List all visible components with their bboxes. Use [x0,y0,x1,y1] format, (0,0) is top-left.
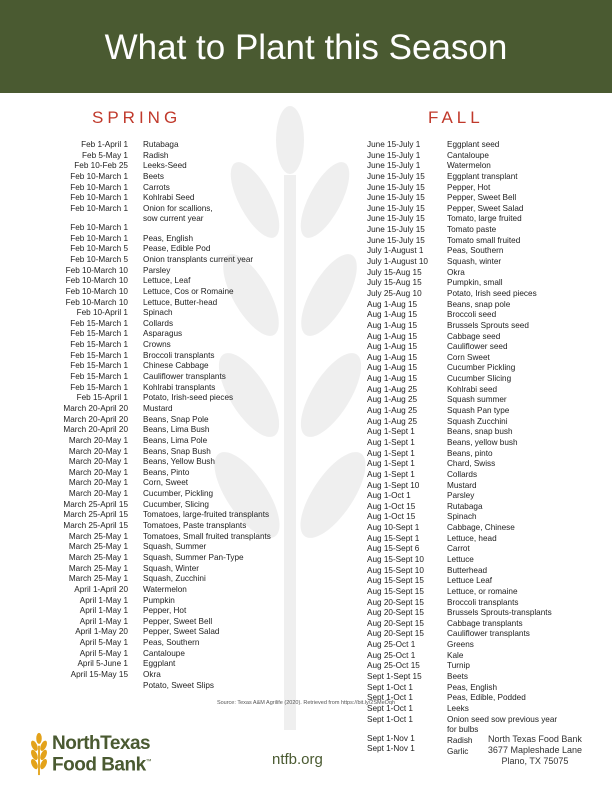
list-item: March 20-May 1 [68,435,128,445]
list-item: Sept 1-Nov 1 [367,733,415,743]
list-item: Beets [143,171,164,181]
list-item: Parsley [143,265,171,275]
list-item: April 5-May 1 [79,648,128,658]
list-item: Aug 1-Aug 15 [367,310,418,320]
list-item: Peas, Edible, Podded [447,693,526,703]
list-item: Radish [143,150,169,160]
list-item: Feb 10-March 1 [70,203,128,213]
list-item: June 15-July 15 [367,214,425,224]
list-item: Lettuce, or romaine [447,586,518,596]
list-item: Eggplant seed [447,140,500,149]
list-item: June 15-July 15 [367,203,425,213]
list-item: Lettuce, Butter-head [143,297,218,307]
list-item: Cantaloupe [447,150,489,160]
list-item: Aug 15-Sept 15 [367,586,424,596]
list-item: Kale [447,650,464,660]
list-item: Aug 25-Oct 15 [367,661,420,671]
list-item: Parsley [447,491,475,501]
list-item: July 25-Aug 10 [367,288,422,298]
list-item: Feb 5-May 1 [82,150,128,160]
list-item: Feb 10-March 10 [65,265,128,275]
logo-line-1: NorthTexas [52,733,151,754]
list-item: Aug 20-Sept 15 [367,629,424,639]
list-item: Beans, Lima Pole [143,435,208,445]
list-item: March 20-May 1 [68,446,128,456]
list-item: Tomato small fruited [447,235,521,245]
list-item: Peas, Southern [143,638,200,648]
list-item: Asparagus [143,329,183,339]
list-item: Collards [143,318,174,328]
list-item: April 1-May 1 [79,595,128,605]
list-item: Tomato paste [447,225,497,235]
website-link[interactable]: ntfb.org [272,751,323,768]
logo-wordmark [52,735,151,774]
list-item: Onion transplants current year [143,255,254,264]
list-item: Aug 1-Sept 1 [367,469,415,479]
list-item: Potato, Irish seed pieces [447,288,537,298]
list-item: Onion for scallions, [143,203,213,213]
list-item: Squash, Zucchini [143,574,206,584]
fall-dates-column [367,140,428,755]
list-item: Aug 1-Aug 15 [367,363,418,373]
list-item: Aug 10-Sept 1 [367,523,420,533]
list-item: Kohlrabi seed [447,384,498,394]
list-item [20,214,128,223]
list-item: Tomatoes, Small fruited transplants [143,531,271,541]
list-item: Cantaloupe [143,648,185,658]
list-item: Greens [447,640,474,650]
list-item: Squash, Summer [143,542,207,552]
fall-crops-column [447,140,557,757]
list-item: Kohlrabi transplants [143,382,216,392]
list-item: Beans, yellow bush [447,437,518,447]
list-item: Feb 15-April 1 [76,393,128,403]
list-item: Aug 1-Aug 15 [367,331,418,341]
list-item: Lettuce, Cos or Romaine [143,286,234,296]
list-item: June 15-July 1 [367,150,421,160]
list-item: Feb 15-March 1 [70,372,128,382]
list-item: Feb 10-March 10 [65,276,128,286]
list-item: Aug 1-Aug 15 [367,374,418,384]
list-item: Aug 15-Sept 15 [367,576,424,586]
list-item: Collards [447,469,478,479]
list-item: Squash, Winter [143,563,199,573]
list-item: Chard, Swiss [447,459,496,469]
list-item: Feb 15-March 1 [70,382,128,392]
list-item: July 15-Aug 15 [367,267,422,277]
list-item: Cabbage seed [447,331,501,341]
list-item: Aug 1-Oct 1 [367,491,411,501]
list-item: Feb 15-March 1 [70,329,128,339]
list-item: Aug 1-Sept 1 [367,459,415,469]
fall-heading: FALL [428,108,484,127]
list-item: Feb 10-March 10 [65,297,128,307]
list-item: Butterhead [447,565,488,575]
title-banner [0,0,612,93]
list-item: Aug 15-Sept 10 [367,554,424,564]
list-spacer [143,225,271,234]
list-item: Aug 1-Aug 25 [367,395,418,405]
list-item: Mustard [143,403,173,413]
list-item: Aug 1-Sept 1 [367,427,415,437]
list-item: Cauliflower seed [447,342,508,352]
list-item: Cucumber Slicing [447,374,512,384]
address-block [488,734,582,767]
list-item: June 15-July 15 [367,171,425,181]
list-item: Feb 15-March 1 [70,318,128,328]
list-item: Cucumber, Pickling [143,489,214,499]
list-item: Tomatoes, Paste transplants [143,521,247,531]
page-title: What to Plant this Season [104,28,508,67]
list-item: Crowns [143,340,171,350]
list-item: Aug 25-Oct 1 [367,650,416,660]
list-item: Feb 10-March 1 [70,223,128,233]
list-item: Squash Pan type [447,406,510,416]
list-item: Beans, Lima Bush [143,425,210,435]
list-item: Feb 10-March 1 [70,182,128,192]
list-item: April 1-April 20 [74,584,128,594]
list-item: Sept 1-Oct 1 [367,714,413,724]
list-item: Sept 1-Nov 1 [367,744,415,754]
list-item: Aug 15-Sept 6 [367,544,420,554]
list-item: Feb 10-April 1 [76,308,128,318]
list-item: Onion seed sow previous year [447,714,558,724]
wheat-logo-icon [28,732,50,776]
list-item: Aug 15-Sept 10 [367,565,424,575]
list-item: Beans, Yellow Bush [143,457,215,467]
list-item: Feb 1-April 1 [81,140,128,149]
list-item: Aug 1-Aug 25 [367,406,418,416]
list-item: Squash, winter [447,257,502,267]
list-item: Aug 1-Sept 1 [367,448,415,458]
list-item: Aug 1-Aug 25 [367,384,418,394]
list-item: Radish [447,735,473,745]
list-item: July 15-Aug 15 [367,278,422,288]
list-item: for bulbs [447,725,479,735]
list-item: Carrots [143,182,170,192]
org-name: North Texas Food Bank [488,734,582,744]
list-item: Aug 1-Aug 15 [367,320,418,330]
list-item: Eggplant [143,659,176,669]
list-item: Feb 15-March 1 [70,350,128,360]
list-item: Cauliflower transplants [143,372,226,382]
list-item: Potato, Sweet Slips [143,680,214,690]
list-item: Potato, Irish-seed pieces [143,393,234,403]
list-item: Feb 10-March 5 [70,244,128,254]
list-item: Sept 1-Oct 1 [367,682,413,692]
list-item: March 20-May 1 [68,478,128,488]
list-item: Pepper, Sweet Salad [447,203,524,213]
city-address: Plano, TX 75075 [501,756,569,766]
list-item: Feb 10-March 1 [70,171,128,181]
list-item: June 15-July 15 [367,235,425,245]
list-item: Kohlrabi Seed [143,193,195,203]
list-item: Aug 15-Sept 1 [367,533,420,543]
list-item: Beans, Pinto [143,467,190,477]
list-item: Feb 10-March 1 [70,233,128,243]
list-item: April 1-May 1 [79,616,128,626]
list-item: Aug 1-Oct 15 [367,512,416,522]
list-item: Okra [143,669,161,679]
list-item: Cauliflower transplants [447,629,530,639]
list-item: March 25-May 1 [68,563,128,573]
spring-crops-column [143,140,271,691]
list-item: Aug 25-Oct 1 [367,640,416,650]
list-item: Feb 10-March 5 [70,255,128,264]
list-item: Beans, snap pole [447,299,511,309]
list-item: Broccoli transplants [447,597,519,607]
list-item: Lettuce Leaf [447,576,493,586]
list-item: April 1-May 20 [75,627,128,637]
logo-line-2: Food Bank™ [52,754,152,776]
list-item: Tomato, large fruited [447,214,522,224]
list-item: Sept 1-Oct 1 [367,703,413,713]
list-item: Aug 20-Sept 15 [367,618,424,628]
list-item: Sept 1-Oct 1 [367,693,413,703]
list-item: Squash Zucchini [447,416,508,426]
list-item: Pepper, Sweet Bell [143,616,213,626]
list-item: June 15-July 1 [367,161,421,171]
list-item: Watermelon [447,161,491,171]
list-item: Carrot [447,544,470,554]
list-item: Lettuce, Leaf [143,276,191,286]
list-item: Spinach [143,308,173,318]
list-item: Lettuce [447,554,474,564]
list-item: Rutabaga [447,501,483,511]
list-item: June 15-July 1 [367,140,421,149]
list-item: June 15-July 15 [367,225,425,235]
list-item: Aug 1-Aug 15 [367,342,418,352]
list-item: Aug 20-Sept 15 [367,597,424,607]
list-item: March 25-May 1 [68,542,128,552]
list-item: Pepper, Sweet Salad [143,627,220,637]
list-item: March 20-April 20 [63,414,128,424]
list-item: Aug 1-Aug 15 [367,299,418,309]
list-item: Squash summer [447,395,507,405]
list-item: Cucumber, Slicing [143,499,209,509]
list-item: Pepper, Hot [447,182,491,192]
list-item: Leeks [447,703,469,713]
list-item: March 25-April 15 [63,499,128,509]
list-item: March 20-April 20 [63,403,128,413]
list-item: Brussels Sprouts-transplants [447,608,552,618]
list-item: April 5-May 1 [79,638,128,648]
list-item: Feb 10-Feb 25 [74,161,128,171]
street-address: 3677 Mapleshade Lane [487,745,582,755]
list-item: March 20-May 1 [68,467,128,477]
list-item: Cabbage transplants [447,618,523,628]
list-item: Garlic [447,746,469,756]
list-item: Feb 15-March 1 [70,361,128,371]
list-item: April 1-May 1 [79,606,128,616]
spring-heading: SPRING [92,108,182,127]
list-item: Pepper, Sweet Bell [447,193,517,203]
list-item: March 25-May 1 [68,574,128,584]
list-item: March 25-May 1 [68,531,128,541]
list-item: Leeks-Seed [143,161,187,171]
list-item: Pease, Edible Pod [143,244,211,254]
list-item: Corn, Sweet [143,478,189,488]
list-item: Feb 10-March 1 [70,193,128,203]
list-item: Brussels Sprouts seed [447,320,529,330]
list-item: Aug 1-Sept 1 [367,437,415,447]
list-item: sow current year [143,214,204,224]
list-item: April 5-June 1 [77,659,128,669]
list-item: Beans, pinto [447,448,493,458]
list-item: Sept 1-Sept 15 [367,672,422,682]
list-item: Feb 15-March 1 [70,340,128,350]
list-item: Pumpkin, small [447,278,503,288]
list-item: Okra [447,267,465,277]
list-item: March 20-May 1 [68,457,128,467]
list-item: Broccoli seed [447,310,497,320]
list-item: March 20-May 1 [68,489,128,499]
list-item: Lettuce, head [447,533,497,543]
list-item: Cabbage, Chinese [447,523,515,533]
list-item: July 1-August 1 [367,246,424,256]
spring-dates-column [20,140,128,681]
list-item: Tomatoes, large-fruited transplants [143,510,270,520]
list-item: Beans, snap bush [447,427,513,437]
list-item: Corn Sweet [447,352,490,362]
list-item: Beets [447,672,468,682]
list-item: Broccoli transplants [143,350,215,360]
list-item: March 25-May 1 [68,552,128,562]
list-item: Chinese Cabbage [143,361,209,371]
list-item: Eggplant transplant [447,171,518,181]
list-item: March 25-April 15 [63,510,128,520]
list-item: Pumpkin [143,595,175,605]
list-item: March 20-April 20 [63,425,128,435]
list-item: June 15-July 15 [367,182,425,192]
list-item: March 25-April 15 [63,521,128,531]
list-item: July 1-August 10 [367,257,428,267]
list-item: Peas, Southern [447,246,504,256]
list-item: Pepper, Hot [143,606,187,616]
list-item: Turnip [447,661,470,671]
list-item [367,725,428,734]
list-item: Mustard [447,480,477,490]
list-item: Aug 20-Sept 15 [367,608,424,618]
list-item: June 15-July 15 [367,193,425,203]
list-item: Watermelon [143,584,187,594]
list-item: Feb 10-March 10 [65,286,128,296]
list-item: Peas, English [143,233,194,243]
list-item: April 15-May 15 [70,669,128,679]
list-item: Cucumber Pickling [447,363,516,373]
list-item: Aug 1-Sept 10 [367,480,420,490]
list-item: Aug 1-Aug 15 [367,352,418,362]
list-item: Beans, Snap Pole [143,414,209,424]
list-item: Aug 1-Aug 25 [367,416,418,426]
list-item: Squash, Summer Pan-Type [143,552,244,562]
list-item: Beans, Snap Bush [143,446,211,456]
list-item: Spinach [447,512,477,522]
list-item: Peas, English [447,682,498,692]
list-item: Aug 1-Oct 15 [367,501,416,511]
list-item: Rutabaga [143,140,179,149]
source-citation: Source: Texas A&M Agrilife (2020). Retrieved from https://bit.ly/2SMeOqh [216,700,396,706]
